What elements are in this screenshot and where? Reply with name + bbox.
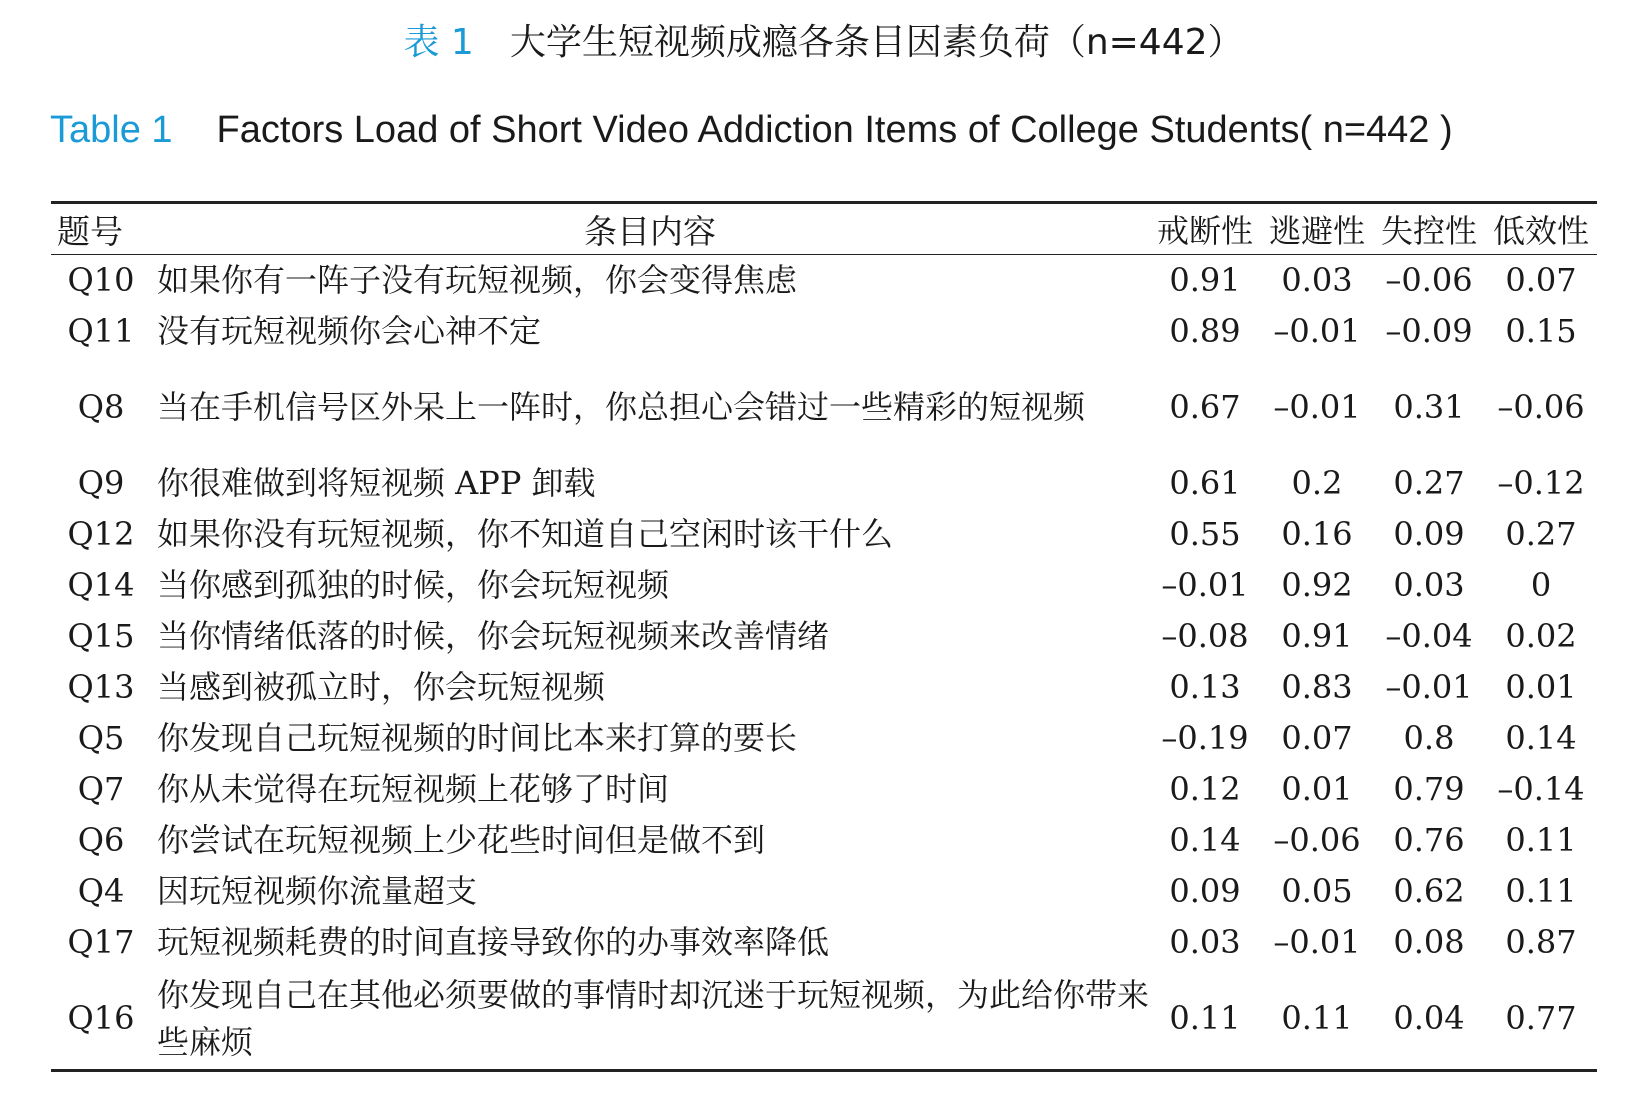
loading-escape-cell: –0.01 <box>1273 923 1361 961</box>
item-content-cell: 如果你没有玩短视频，你不知道自己空闲时该干什么 <box>157 515 894 553</box>
item-content-cell: 你很难做到将短视频 APP 卸载 <box>157 464 596 502</box>
loading-inefficiency-cell: –0.06 <box>1497 388 1585 426</box>
loading-withdrawal-cell: 0.67 <box>1169 388 1241 426</box>
loading-loss-of-control-cell: 0.27 <box>1393 464 1465 502</box>
loading-escape-cell: 0.01 <box>1281 770 1353 808</box>
item-content-cell: 你尝试在玩短视频上少花些时间但是做不到 <box>157 821 766 859</box>
loading-loss-of-control-cell: 0.31 <box>1393 388 1465 426</box>
table-title-chinese <box>0 20 1647 66</box>
item-content-cell: 没有玩短视频你会心神不定 <box>157 312 542 350</box>
item-content-cell: 因玩短视频你流量超支 <box>157 872 478 910</box>
table-row <box>51 611 1597 662</box>
loading-withdrawal-cell: 0.91 <box>1169 261 1241 299</box>
item-id-cell: Q4 <box>77 872 125 910</box>
loading-withdrawal-cell: –0.01 <box>1161 566 1249 604</box>
loading-loss-of-control-cell: 0.03 <box>1393 566 1465 604</box>
table-row <box>51 815 1597 866</box>
loading-withdrawal-cell: 0.12 <box>1169 770 1241 808</box>
table-row <box>51 306 1597 357</box>
table-header-row <box>51 203 1597 255</box>
loading-escape-cell: 0.83 <box>1281 668 1353 706</box>
loading-withdrawal-cell: 0.61 <box>1169 464 1241 502</box>
header-inefficiency: 低效性 <box>1492 212 1589 250</box>
loading-escape-cell: 0.2 <box>1291 464 1343 502</box>
loading-inefficiency-cell: 0.14 <box>1505 719 1577 757</box>
table-row <box>51 560 1597 611</box>
item-content-cell: 你发现自己在其他必须要做的事情时却沉迷于玩短视频，为此给你带来些麻烦 <box>157 975 1150 1061</box>
loading-inefficiency-cell: 0 <box>1530 566 1552 604</box>
loading-inefficiency-cell: 0.02 <box>1505 617 1577 655</box>
item-id-cell: Q7 <box>77 770 125 808</box>
loading-escape-cell: –0.06 <box>1273 821 1361 859</box>
loading-escape-cell: 0.05 <box>1281 872 1353 910</box>
item-id-cell: Q11 <box>67 312 135 350</box>
item-id-cell: Q5 <box>77 719 125 757</box>
loading-inefficiency-cell: 0.11 <box>1505 872 1577 910</box>
item-content-cell: 你发现自己玩短视频的时间比本来打算的要长 <box>157 719 798 757</box>
table-row <box>51 509 1597 560</box>
loading-escape-cell: 0.03 <box>1281 261 1353 299</box>
loading-inefficiency-cell: 0.77 <box>1505 999 1577 1037</box>
item-content-cell: 玩短视频耗费的时间直接导致你的办事效率降低 <box>157 923 830 961</box>
table-label-english: Table 1 <box>50 109 173 151</box>
loading-inefficiency-cell: 0.07 <box>1505 261 1577 299</box>
loading-loss-of-control-cell: 0.09 <box>1393 515 1465 553</box>
loading-inefficiency-cell: 0.87 <box>1505 923 1577 961</box>
item-content-cell: 如果你有一阵子没有玩短视频，你会变得焦虑 <box>157 261 798 299</box>
loading-withdrawal-cell: 0.03 <box>1169 923 1241 961</box>
factor-load-table <box>51 201 1591 1072</box>
loading-loss-of-control-cell: –0.04 <box>1385 617 1473 655</box>
header-item-content: 条目内容 <box>584 211 716 251</box>
item-id-cell: Q14 <box>67 566 135 604</box>
loading-loss-of-control-cell: –0.01 <box>1385 668 1473 706</box>
loading-withdrawal-cell: 0.14 <box>1169 821 1241 859</box>
loading-escape-cell: 0.07 <box>1281 719 1353 757</box>
loading-withdrawal-cell: –0.19 <box>1161 719 1249 757</box>
item-content-cell: 当你感到孤独的时候，你会玩短视频 <box>157 566 670 604</box>
loading-escape-cell: –0.01 <box>1273 312 1361 350</box>
loading-withdrawal-cell: 0.55 <box>1169 515 1241 553</box>
item-content-cell: 你从未觉得在玩短视频上花够了时间 <box>157 770 670 808</box>
loading-loss-of-control-cell: 0.08 <box>1393 923 1465 961</box>
loading-escape-cell: 0.11 <box>1281 999 1353 1037</box>
item-id-cell: Q9 <box>77 464 125 502</box>
loading-inefficiency-cell: –0.14 <box>1497 770 1585 808</box>
loading-loss-of-control-cell: –0.06 <box>1385 261 1473 299</box>
table-row <box>51 255 1597 307</box>
loading-inefficiency-cell: –0.12 <box>1497 464 1585 502</box>
loading-inefficiency-cell: 0.27 <box>1505 515 1577 553</box>
item-id-cell: Q15 <box>67 617 135 655</box>
item-id-cell: Q10 <box>67 261 135 299</box>
loading-loss-of-control-cell: 0.79 <box>1393 770 1465 808</box>
header-withdrawal: 戒断性 <box>1156 212 1253 250</box>
loading-withdrawal-cell: 0.13 <box>1169 668 1241 706</box>
table-row <box>51 917 1597 968</box>
header-escape: 逃避性 <box>1268 212 1365 250</box>
loading-escape-cell: 0.16 <box>1281 515 1353 553</box>
item-id-cell: Q13 <box>67 668 135 706</box>
table-row <box>51 713 1597 764</box>
item-id-cell: Q8 <box>77 388 125 426</box>
loading-inefficiency-cell: 0.01 <box>1505 668 1577 706</box>
loading-withdrawal-cell: 0.89 <box>1169 312 1241 350</box>
table-row <box>51 357 1597 458</box>
header-item-id: 题号 <box>57 211 123 251</box>
table-row <box>51 458 1597 509</box>
item-id-cell: Q16 <box>67 999 135 1037</box>
item-content-cell: 当感到被孤立时，你会玩短视频 <box>157 668 606 706</box>
loading-loss-of-control-cell: 0.62 <box>1393 872 1465 910</box>
loading-loss-of-control-cell: 0.04 <box>1393 999 1465 1037</box>
item-id-cell: Q12 <box>67 515 135 553</box>
loading-loss-of-control-cell: 0.76 <box>1393 821 1465 859</box>
loading-escape-cell: 0.91 <box>1281 617 1353 655</box>
loading-escape-cell: 0.92 <box>1281 566 1353 604</box>
item-id-cell: Q17 <box>67 923 135 961</box>
loading-inefficiency-cell: 0.11 <box>1505 821 1577 859</box>
header-loss-of-control: 失控性 <box>1380 212 1477 250</box>
table-row <box>51 764 1597 815</box>
loading-withdrawal-cell: 0.11 <box>1169 999 1241 1037</box>
table-row <box>51 968 1597 1071</box>
table-title-english <box>50 106 1610 154</box>
table-row <box>51 866 1597 917</box>
table-label-chinese: 表 1 <box>403 22 474 63</box>
table-title-chinese-text: 大学生短视频成瘾各条目因素负荷（n=442） <box>509 22 1244 63</box>
loading-loss-of-control-cell: 0.8 <box>1403 719 1455 757</box>
loading-loss-of-control-cell: –0.09 <box>1385 312 1473 350</box>
item-content-cell: 当你情绪低落的时候，你会玩短视频来改善情绪 <box>157 617 830 655</box>
item-content-cell: 当在手机信号区外呆上一阵时，你总担心会错过一些精彩的短视频 <box>157 388 1086 426</box>
table-row <box>51 662 1597 713</box>
loading-escape-cell: –0.01 <box>1273 388 1361 426</box>
table-title-english-text: Factors Load of Short Video Addiction Items of College Students( n=442 ) <box>216 109 1453 151</box>
item-id-cell: Q6 <box>77 821 125 859</box>
loading-withdrawal-cell: 0.09 <box>1169 872 1241 910</box>
loading-inefficiency-cell: 0.15 <box>1505 312 1577 350</box>
loading-withdrawal-cell: –0.08 <box>1161 617 1249 655</box>
